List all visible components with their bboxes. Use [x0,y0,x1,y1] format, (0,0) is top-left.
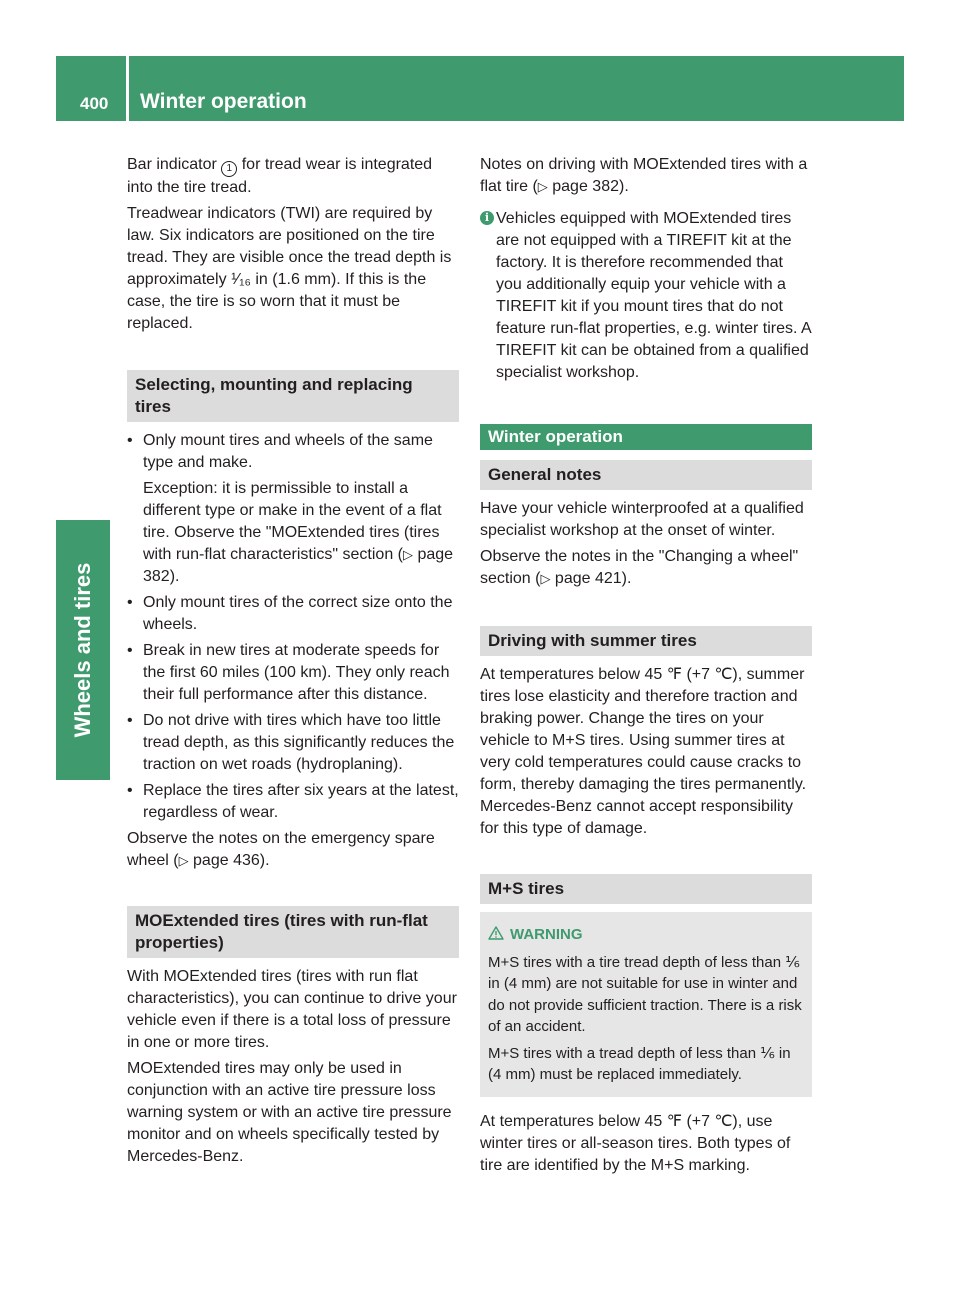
section-heading-summer: Driving with summer tires [480,626,812,656]
marker-1-icon: 1 [221,161,237,177]
warning-paragraph-1: M+S tires with a tire tread depth of less than ⅙ in (4 mm) are not suitable for use in winter and do not provide sufficient traction. There is a risk of an accident. [488,953,802,1035]
bullet: • [127,594,133,611]
warning-heading: WARNING [488,924,804,946]
treadwear-paragraph: Treadwear indicators (TWI) are required by law. Six indicators are positioned on the tire tread. They are visible once the tread depth is approximately ¹⁄₁₆ in (1.6 mm). If this is the case, the tire is so worn that it must be replaced. [127,205,452,332]
general-paragraph-2: Observe the notes in the "Changing a wheel" section (▷ page 421). [480,548,799,587]
page-title: Winter operation [140,90,307,113]
fraction: ¹⁄₁₆ [231,271,251,288]
page-link[interactable]: page 382). [552,178,629,195]
moe-paragraph-1: With MOExtended tires (tires with run flat characteristics), you can continue to drive your vehicle even if there is a total loss of pressure in one or more tires. [127,968,457,1051]
section-heading-ms: M+S tires [480,874,812,904]
warning-triangle-icon [488,926,504,940]
ms-paragraph: At temperatures below 45 ℉ (+7 ℃), use winter tires or all-season tires. Both types of tire are identified by the M+S marking. [480,1112,791,1174]
page-link[interactable]: page 382). [143,546,454,585]
warning-box [480,912,812,1097]
page-ref-arrow-icon: ▷ [537,179,548,194]
chapter-heading-winter: Winter operation [480,424,812,450]
moe-notes-paragraph: Notes on driving with MOExtended tires with a flat tire (▷ page 382). [480,156,808,195]
page-ref-arrow-icon: ▷ [178,853,189,868]
side-tab-label: Wheels and tires [70,562,95,738]
info-note: i Vehicles equipped with MOExtended tires are not equipped with a TIREFIT kit at the factory. It is therefore recommended that you additionally equip your vehicle with a TIREFIT kit if you mount tires that do not feature run-flat properties, e.g. winter tires. A TIREFIT kit can be obtained from a qualified specialist workshop. [480,208,812,384]
bullet: • [127,642,133,659]
list-item: • Break in new tires at moderate speeds for the first 60 miles (100 km). They only reach their full performance after this distance. [127,642,450,703]
list-item: • Only mount tires and wheels of the same type and make. Exception: it is permissible to install a different type or make in the event of a flat tire. Observe the "MOExtended tires (tires with run-flat characteristics" section (▷ page 382). [127,432,454,585]
header-divider [126,56,129,121]
info-icon: i [480,211,494,225]
page-link[interactable]: page 436). [193,852,270,869]
summer-paragraph: At temperatures below 45 ℉ (+7 ℃), summer tires lose elasticity and therefore traction and braking power. Change the tires on your vehicle to M+S tires. Using summer tires at very cold temperatures could cause cracks to form, thereby damaging the tires permanently. Mercedes-Benz cannot accept responsibility for this type of damage. [480,666,807,837]
section-heading-general: General notes [480,460,812,490]
page-number: 400 [80,94,109,113]
moe-paragraph-2: MOExtended tires may only be used in conjunction with an active tire pressure loss warning system or with an active tire pressure monitor and on wheels specifically tested by Mercedes-Benz. [127,1060,452,1165]
bullet: • [127,712,133,729]
page-ref-arrow-icon: ▷ [402,547,413,562]
twi-paragraph: Bar indicator 1 for tread wear is integrated into the tire tread. [127,156,433,196]
bullet: • [127,432,133,449]
list-item: • Do not drive with tires which have too little tread depth, as this significantly reduces the traction on wet roads (hydroplaning). [127,712,455,773]
page-ref-arrow-icon: ▷ [540,571,551,586]
list-item: • Replace the tires after six years at the latest, regardless of wear. [127,782,459,821]
left-column [127,154,459,1172]
section-heading-moextended: MOExtended tires (tires with run-flat properties) [127,906,459,958]
section-heading-selecting: Selecting, mounting and replacing tires [127,370,459,422]
general-paragraph-1: Have your vehicle winterproofed at a qualified specialist workshop at the onset of winter. [480,500,804,539]
list-item: • Only mount tires of the correct size onto the wheels. [127,594,453,633]
right-column [480,154,812,1181]
page-link[interactable]: page 421). [554,570,632,587]
bullet: • [127,782,133,799]
warning-paragraph-2: M+S tires with a tread depth of less than ⅙ in (4 mm) must be replaced immediately. [488,1044,791,1083]
spare-wheel-paragraph: Observe the notes on the emergency spare wheel (▷ page 436). [127,830,435,869]
